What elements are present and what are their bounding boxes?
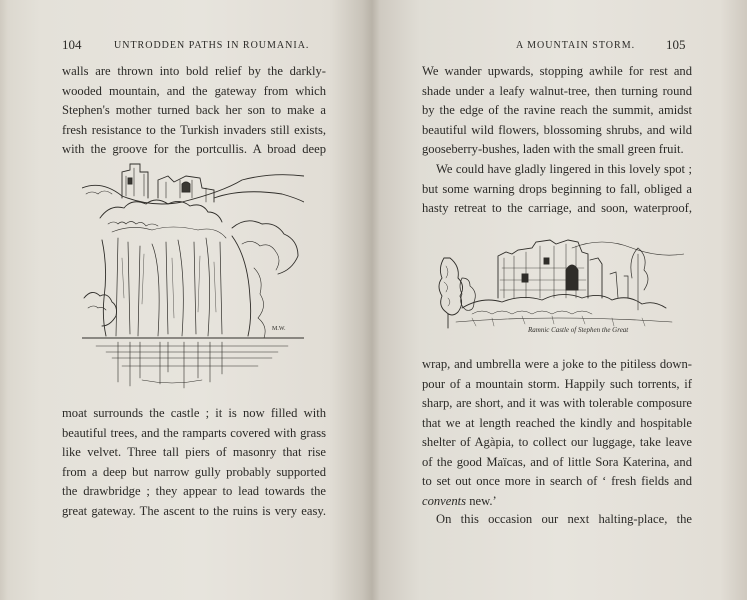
running-head-right: A MOUNTAIN STORM. bbox=[516, 40, 636, 51]
text-line: but some warning drops beginning to fall, obliged a bbox=[422, 181, 692, 196]
text-line: that we at length reached the kindly and hospitable bbox=[422, 415, 692, 430]
text-line: great gateway. The ascent to the ruins is very easy. bbox=[62, 503, 326, 518]
text-line: to set out once more in search of ‘ fresh fields and bbox=[422, 474, 692, 488]
text-line: pour of a mountain storm. Happily such torrents, if bbox=[422, 376, 692, 391]
text-line: sharp, are short, and it was with tolerable composure bbox=[422, 396, 692, 410]
right-paragraph-2 bbox=[422, 160, 692, 219]
text-line: We wander upwards, stopping awhile for rest and bbox=[422, 64, 692, 78]
left-page bbox=[0, 0, 372, 600]
text-line: shelter of Agàpia, to collect our luggage, take leave bbox=[422, 435, 692, 449]
italic-word: convents bbox=[422, 493, 467, 508]
illustration-caption: Ramnic Castle of Stephen the Great bbox=[528, 326, 629, 334]
left-paragraph-1 bbox=[62, 62, 326, 160]
text-line: of the good Maïcas, and of little Sora Katerina, and bbox=[422, 454, 692, 469]
text-line: We could have gladly lingered in this lovely spot ; bbox=[436, 162, 692, 176]
text-line: hasty retreat to the carriage, and soon, waterproof, bbox=[422, 201, 692, 215]
illustration-signature: M.W. bbox=[272, 326, 286, 332]
left-paragraph-2 bbox=[62, 404, 326, 521]
castle-ruins-illustration bbox=[432, 218, 684, 334]
text-line-italic: convents new.’ bbox=[422, 493, 497, 508]
right-page bbox=[372, 0, 747, 600]
text-line: gooseberry-bushes, laden with the small green fruit. bbox=[422, 142, 684, 156]
text-line: moat surrounds the castle ; it is now filled with bbox=[62, 406, 326, 420]
text-line: beautiful trees, and the ramparts covered with grass bbox=[62, 425, 326, 440]
text-line: like velvet. Three tall piers of masonry that rise bbox=[62, 445, 326, 459]
text-line: walls are thrown into bold relief by the darkly- bbox=[62, 64, 326, 78]
text-line: On this occasion our next halting-place, the bbox=[436, 512, 692, 526]
text-line: Stephen's mother turned back her son to make a bbox=[62, 103, 326, 117]
text-line: from a deep but narrow gully probably supported bbox=[62, 464, 326, 479]
text-line: wooded mountain, and the gateway from which bbox=[62, 83, 326, 98]
page-number-left: 104 bbox=[62, 37, 82, 52]
right-paragraph-4 bbox=[422, 510, 692, 530]
right-paragraph-1 bbox=[422, 62, 692, 160]
text-line: fresh resistance to the Turkish invaders still exists, bbox=[62, 122, 326, 137]
text-line: beautiful wild flowers, blossoming shrubs, and wild bbox=[422, 122, 692, 137]
running-head-left: UNTRODDEN PATHS IN ROUMANIA. bbox=[114, 40, 310, 51]
page-number-right: 105 bbox=[666, 37, 686, 52]
text-line: by the edge of the ravine reach the summit, amidst bbox=[422, 103, 692, 117]
text-line: with the groove for the portcullis. A broad deep bbox=[62, 142, 326, 156]
right-paragraph-3 bbox=[422, 355, 692, 511]
castle-cliff-illustration bbox=[82, 158, 304, 398]
text-line: the drawbridge ; they appear to lead towards the bbox=[62, 484, 326, 498]
text-line: wrap, and umbrella were a joke to the pitiless down- bbox=[422, 357, 692, 371]
text-line: shade under a leafy walnut-tree, then turning round bbox=[422, 83, 692, 98]
